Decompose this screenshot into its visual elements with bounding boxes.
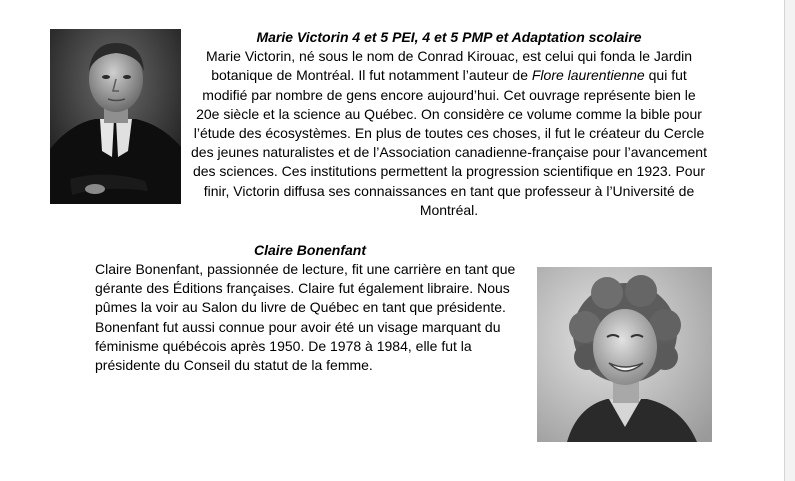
bonenfant-title: Claire Bonenfant xyxy=(253,242,366,258)
victorin-title: Marie Victorin 4 et 5 PEI, 4 et 5 PMP et Adaptation scolaire xyxy=(256,29,642,45)
victorin-text-part-1: Marie Victorin, né sous le nom de Conrad Kirouac, est celui qui fonda le Jardin botanique de Montréal. Il fut notamment l’auteur de xyxy=(205,48,693,84)
bonenfant-paragraph: Claire Bonenfant, passionnée de lecture, fit une carrière en tant que gérante des Éditions françaises. Claire fut également libraire. Nous pûmes la voir au Salon du livre de Québec en tant que présidente. Bonenfant fut aussi connue pour avoir été un visage marquant du féminisme québécois après 1950. De 1978 à 1984, elle fut la présidente du Conseil du statut de la femme. xyxy=(95,261,516,374)
victorin-paragraph xyxy=(190,47,708,220)
book-title-flore-laurentienne: Flore laurentienne xyxy=(531,67,645,84)
victorin-section xyxy=(190,28,708,220)
bonenfant-portrait-photo xyxy=(537,267,712,442)
victorin-portrait-photo xyxy=(50,29,181,204)
victorin-text-part-2: qui fut modifié par nombre de gens encore aujourd’hui. Cet ouvrage représente bien le 20e siècle et la science au Québec. On considère ce volume comme la bible pour l’étude des écosystèmes. En plus de toutes ces choses, il fut le créateur du Cercle des jeunes naturalistes et de l’Association canadienne-française pour l’avancement des sciences. Ces institutions permettent la progression scientifique en 1923. Pour finir, Victorin diffusa ses connaissances en tant que professeur à l’Université de Montréal. xyxy=(191,67,707,218)
page-gutter xyxy=(785,0,795,481)
